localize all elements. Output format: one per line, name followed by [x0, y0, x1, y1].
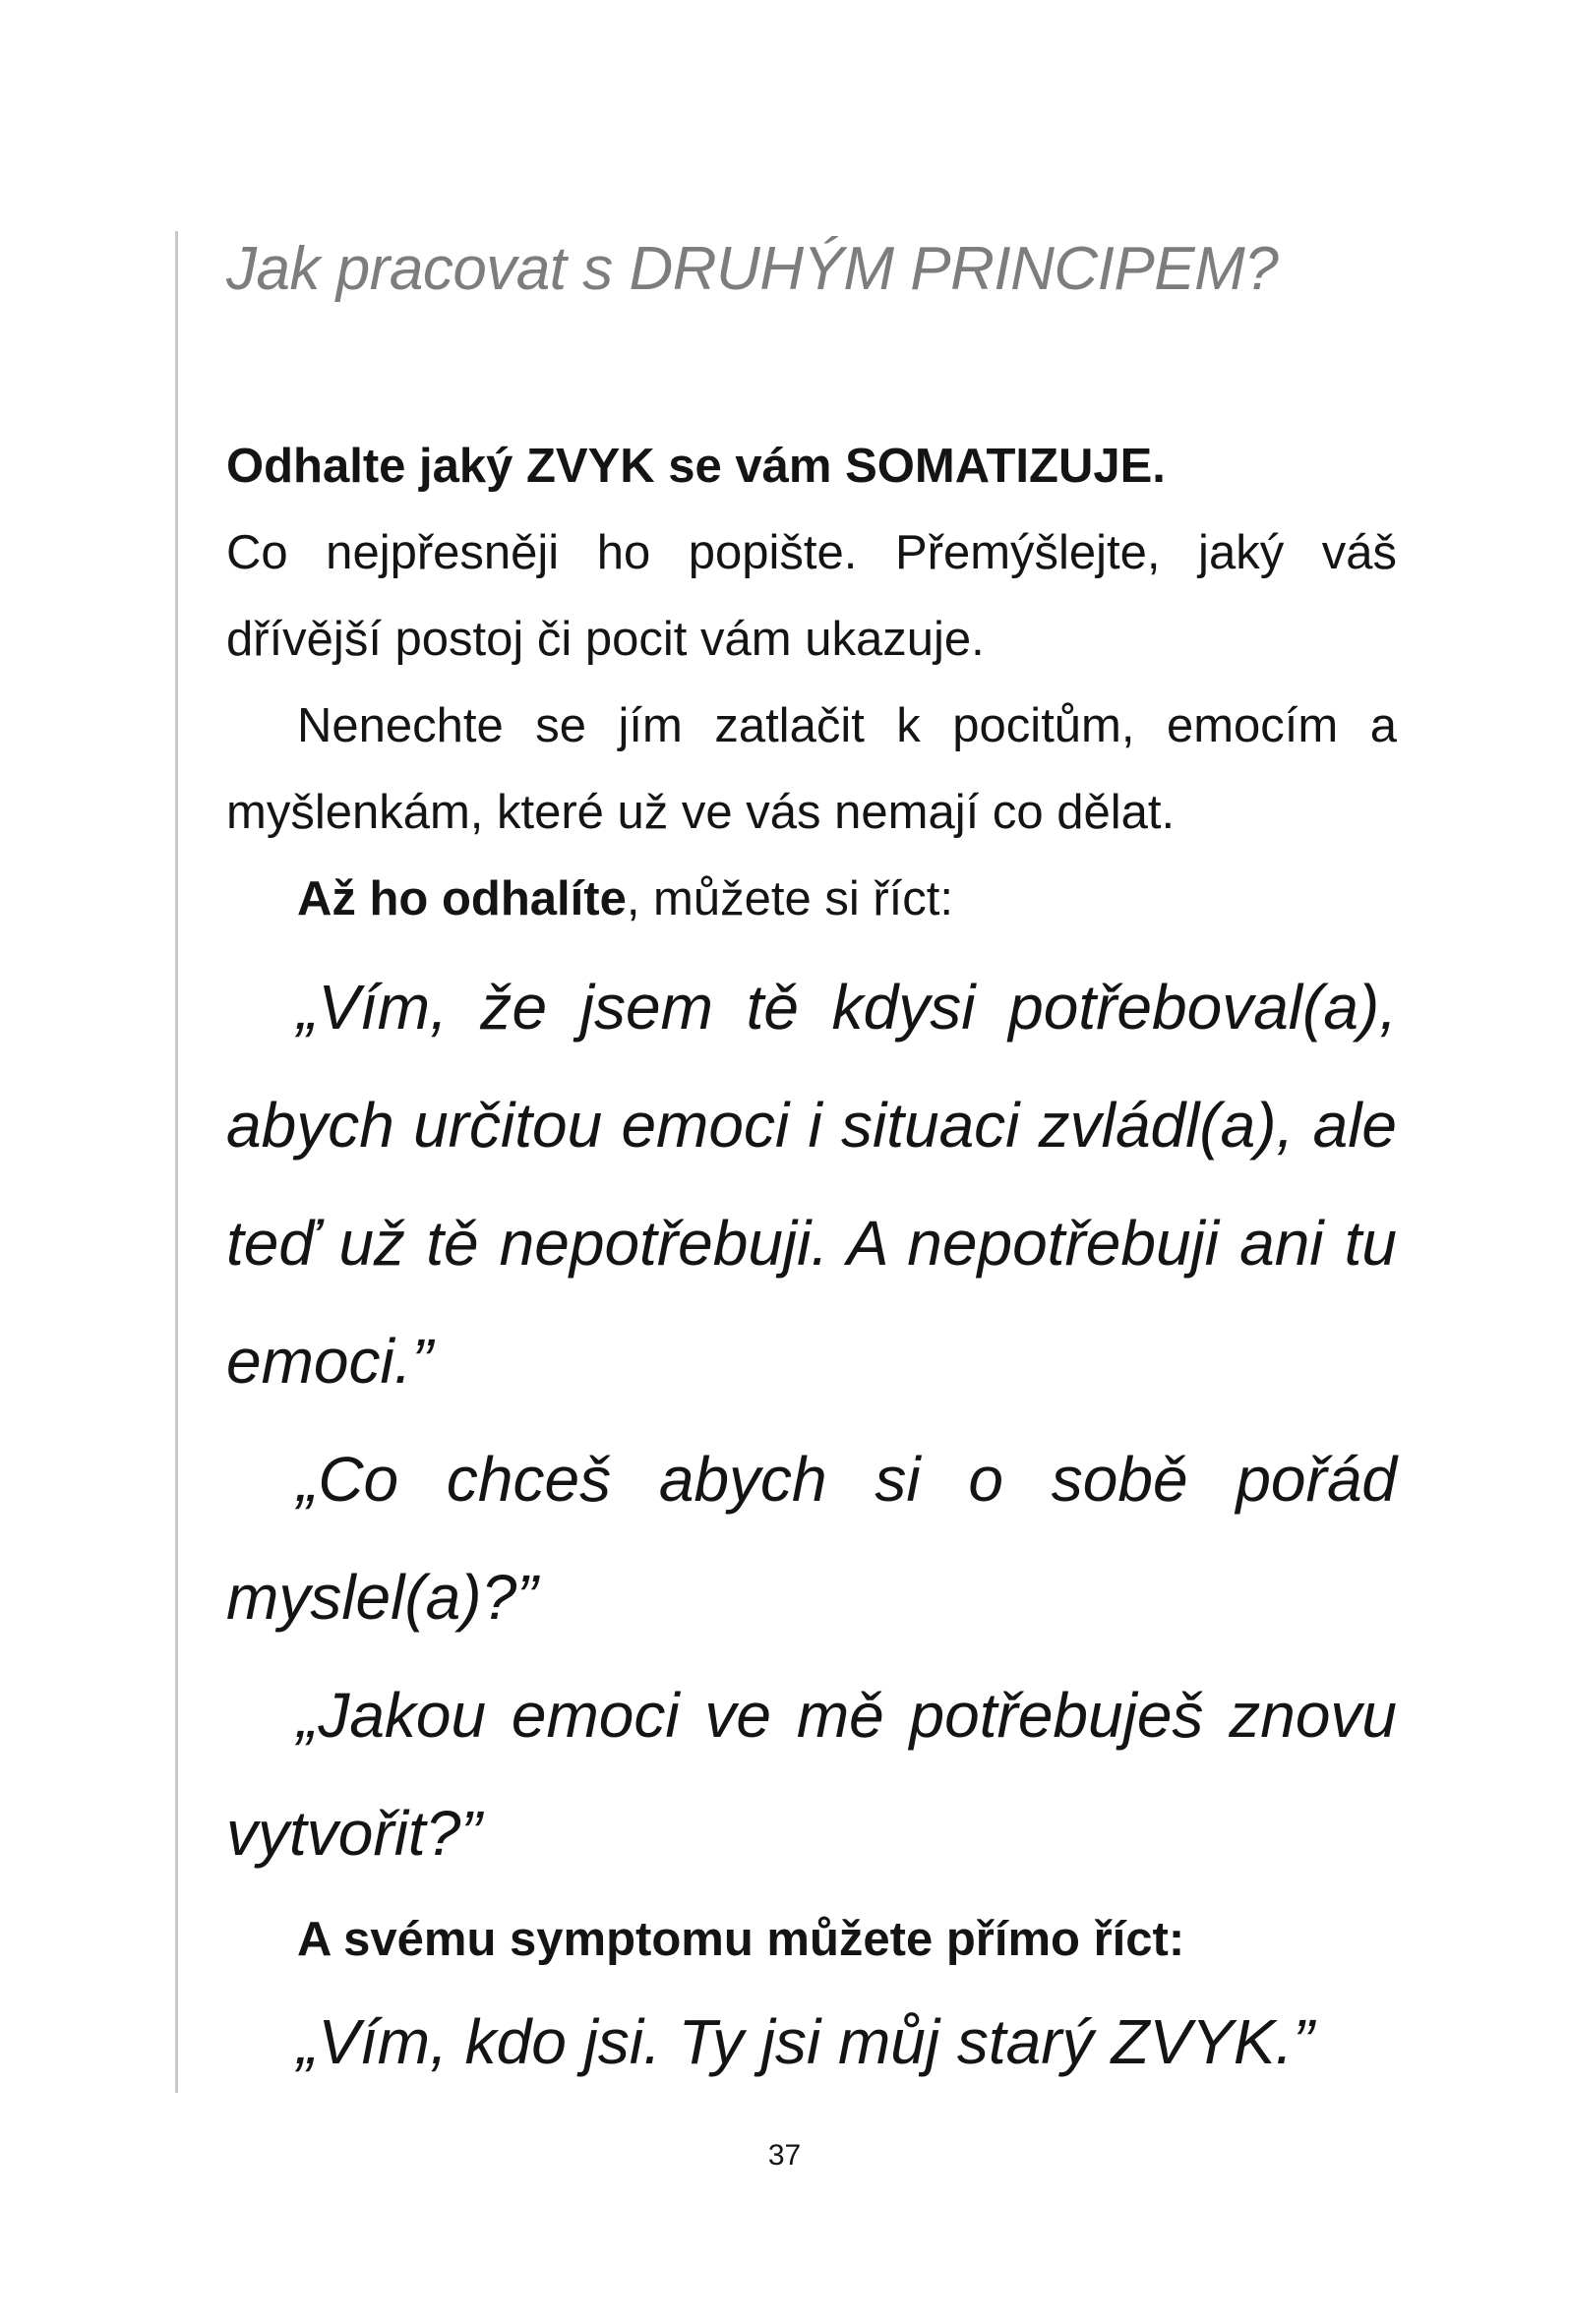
- page-number: 37: [767, 2139, 802, 2172]
- paragraph-when-found: [226, 856, 1397, 942]
- margin-rule: [175, 231, 178, 2093]
- instruction-bold: Odhalte jaký ZVYK se vám SOMATIZUJE.: [226, 440, 1166, 493]
- paragraph-emotions: Nenechte se jím zatlačit k pocitům, emocím a myšlenkám, které už ve vás nemají co dělat.: [226, 699, 1397, 839]
- paragraph-when-found-rest: , můžete si říct:: [626, 872, 954, 925]
- quote-which-emotion: „Jakou emoci ve mě potřebuješ znovu vytvořit?”: [226, 1680, 1397, 1869]
- symptom-instruction: A svému symptomu můžete přímo říct:: [297, 1913, 1185, 1966]
- emphasis-found: Až ho odhalíte: [297, 872, 627, 925]
- quote-needed: „Vím, že jsem tě kdysi potřeboval(a), abych určitou emoci i situaci zvládl(a), ale teď už tě nepotřebuji. A nepotřebuji ani tu emoci.”: [226, 972, 1397, 1397]
- quote-what-think: „Co chceš abych si o sobě pořád myslel(a)?”: [226, 1444, 1397, 1633]
- paragraph-describe: Co nejpřesněji ho popište. Přemýšlejte, jaký váš dřívější postoj či pocit vám ukazuje.: [226, 526, 1397, 666]
- section-heading: Jak pracovat s DRUHÝM PRINCIPEM?: [226, 235, 1279, 303]
- body-text: [226, 423, 1397, 2101]
- quote-old-habit: „Vím, kdo jsi. Ty jsi můj starý ZVYK.”: [297, 2006, 1314, 2077]
